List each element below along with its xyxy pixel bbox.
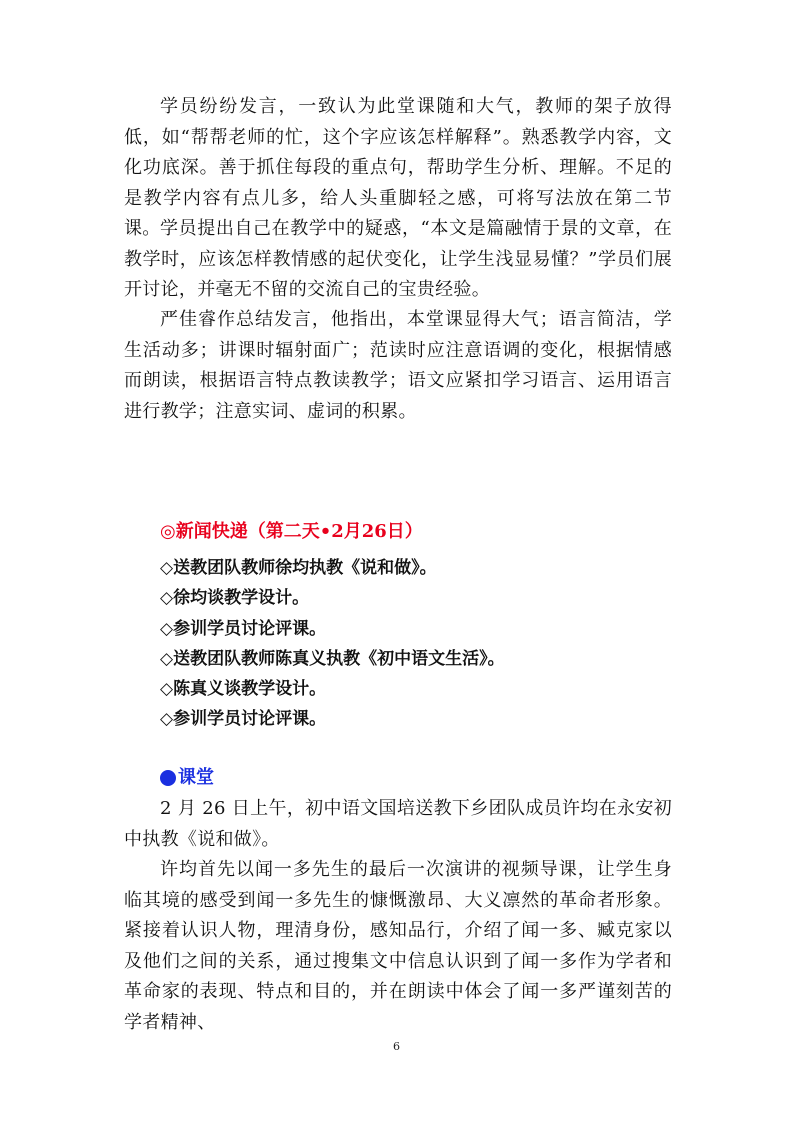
news-item: ◇参训学员讨论评课。	[160, 709, 327, 730]
section-heading-label: 课堂	[178, 767, 214, 788]
news-item: ◇参训学员讨论评课。	[160, 618, 327, 639]
news-item: ◇送教团队教师陈真义执教《初中语文生活》。	[160, 648, 505, 669]
paragraph-student-questions: 学员提出自己在教学中的疑惑，“本文是篇融情于景的文章，在教学时，应该怎样教情感的起伏变化，让学生浅显易懂？”学员们展开讨论，并毫无不留的交流自己的宝贵经验。	[124, 218, 672, 301]
news-express-title: ◎新闻快递（第二天•2月26日）	[160, 521, 423, 542]
news-list	[160, 553, 505, 735]
news-item: ◇陈真义谈教学设计。	[160, 679, 327, 700]
section-heading-classroom	[160, 765, 214, 791]
paragraph-class-detail: 许均首先以闻一多先生的最后一次演讲的视频导课，让学生身临其境的感受到闻一多先生的慷慨激昂、大义凛然的革命者形象。紧接着认识人物，理清身份，感知品行，介绍了闻一多、臧克家以及他们之间的关系，通过搜集文中信息认识到了闻一多作为学者和革命家的表现、特点和目的，并在朗读中体会了闻一多严谨刻苦的学者精神、	[124, 859, 672, 1033]
paragraph-class-intro: 2 月 26 日上午，初中语文国培送教下乡团队成员许均在永安初中执教《说和做》。	[124, 798, 672, 850]
page-number: 6	[393, 1040, 400, 1053]
news-item: ◇送教团队教师徐均执教《说和做》。	[160, 558, 437, 578]
bullet-dot-icon	[160, 770, 176, 786]
paragraph-student-comments: 学员纷纷发言，一致认为此堂课随和大气，教师的架子放得低，如“帮帮老师的忙，这个字应该怎样解释”。熟悉教学内容，文化功底深。善于抓住每段的重点句，帮助学生分析、理解。不足的是教学内容有点儿多，给人头重脚轻之感，可将写法放在第二节课。	[124, 96, 672, 240]
paragraph-summary-speech: 严佳睿作总结发言，他指出，本堂课显得大气；语言简洁，学生活动多；讲课时辐射面广；范读时应注意语调的变化，根据情感而朗读，根据语言特点教读教学；语文应紧扣学习语言、运用语言进行教学；注意实词、虚词的积累。	[124, 309, 672, 422]
news-item: ◇徐均谈教学设计。	[160, 588, 310, 609]
